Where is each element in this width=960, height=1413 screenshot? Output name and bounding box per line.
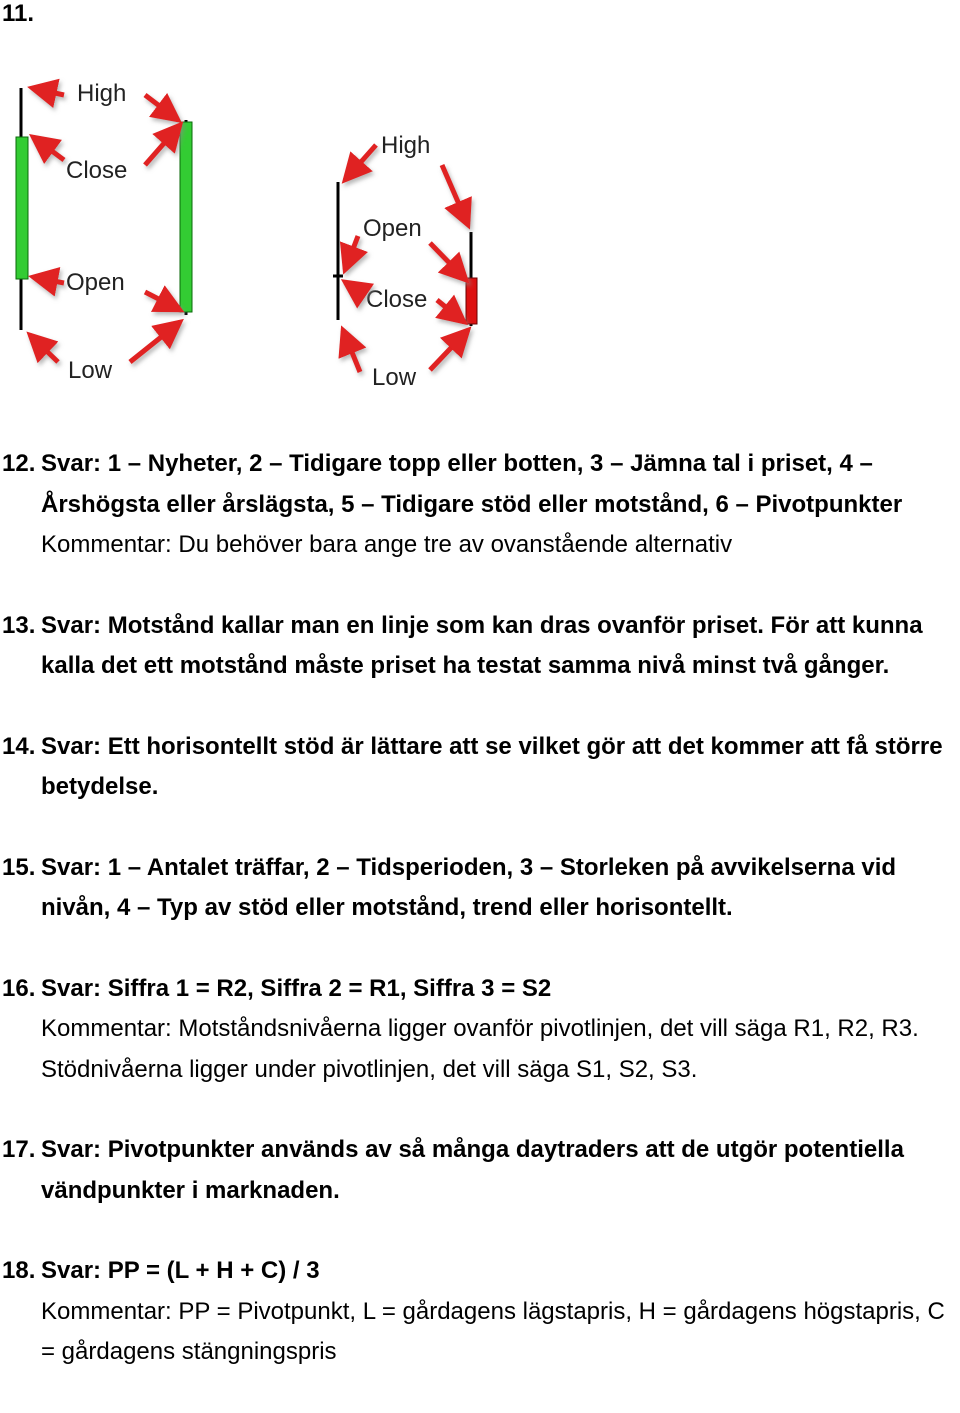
answer-text: Svar: 1 – Nyheter, 2 – Tidigare topp eller botten, 3 – Jämna tal i priset, 4 – Årshögsta eller årslägsta, 5 – Tidigare stöd eller motstånd, 6 – Pivotpunkter [41, 450, 903, 518]
answer-body [41, 727, 960, 808]
answer-body [41, 1130, 960, 1211]
answer-item-15 [0, 848, 960, 929]
label-open-right: Open [363, 215, 422, 242]
answer-number: 18. [2, 1257, 36, 1284]
label-close-left: Close [66, 157, 128, 184]
question-number-11: 11. [2, 0, 35, 27]
answer-comment: Kommentar: Du behöver bara ange tre av ovanstående alternativ [41, 531, 733, 558]
arrows-left [30, 88, 180, 362]
arrows-right [343, 145, 468, 372]
label-high-left: High [77, 80, 127, 107]
answer-text: Svar: Motstånd kallar man en linje som kan dras ovanför priset. För att kunna kalla det ett motstånd måste priset ha testat samma nivå minst två gånger. [41, 611, 923, 679]
answer-body [41, 606, 960, 687]
answer-number: 13. [2, 611, 36, 639]
answer-item-17 [0, 1130, 960, 1211]
label-open-left: Open [66, 269, 125, 296]
bearish-candle-left [333, 182, 343, 320]
label-high-right: High [381, 132, 431, 159]
answer-text: Svar: Siffra 1 = R2, Siffra 2 = R1, Siffra 3 = S2 [41, 974, 552, 1002]
answer-text: Svar: PP = (L + H + C) / 3 [41, 1257, 320, 1284]
answer-comment: Kommentar: Motståndsnivåerna ligger ovanför pivotlinjen, det vill säga R1, R2, R3. Stödnivåerna ligger under pivotlinjen, det vill säga S1, S2, S3. [41, 1015, 919, 1083]
answer-item-16 [0, 969, 960, 1091]
answer-item-18 [0, 1251, 960, 1373]
answer-item-13 [0, 606, 960, 687]
answer-item-12 [0, 444, 960, 566]
answer-body [41, 1251, 960, 1373]
label-close-right: Close [366, 286, 428, 313]
answer-body [41, 444, 960, 566]
bullish-candle-right [180, 120, 192, 315]
bearish-candle-right [466, 232, 477, 326]
answer-item-14 [0, 727, 960, 808]
answer-number: 15. [2, 853, 36, 881]
label-low-right: Low [372, 364, 417, 391]
answer-body [41, 969, 960, 1091]
answer-list [0, 444, 960, 1413]
answer-text: Svar: 1 – Antalet träffar, 2 – Tidsperioden, 3 – Storleken på avvikelserna vid nivån, 4 – Typ av stöd eller motstånd, trend eller horisontellt. [41, 853, 897, 921]
answer-text: Svar: Pivotpunkter används av så många daytraders att de utgör potentiella vändpunkter i marknaden. [41, 1136, 904, 1204]
answer-number: 16. [2, 974, 36, 1002]
bullish-candle-left [16, 88, 28, 330]
answer-number: 17. [2, 1136, 36, 1163]
answer-text: Svar: Ett horisontellt stöd är lättare att se vilket gör att det kommer att få större betydelse. [41, 732, 943, 800]
label-low-left: Low [68, 357, 113, 384]
answer-body [41, 848, 960, 929]
answer-number: 12. [2, 450, 36, 477]
answer-number: 14. [2, 732, 36, 760]
answer-comment: Kommentar: PP = Pivotpunkt, L = gårdagens lägstapris, H = gårdagens högstapris, C = gårdagens stängningspris [41, 1297, 945, 1365]
candlestick-diagram [0, 60, 520, 400]
